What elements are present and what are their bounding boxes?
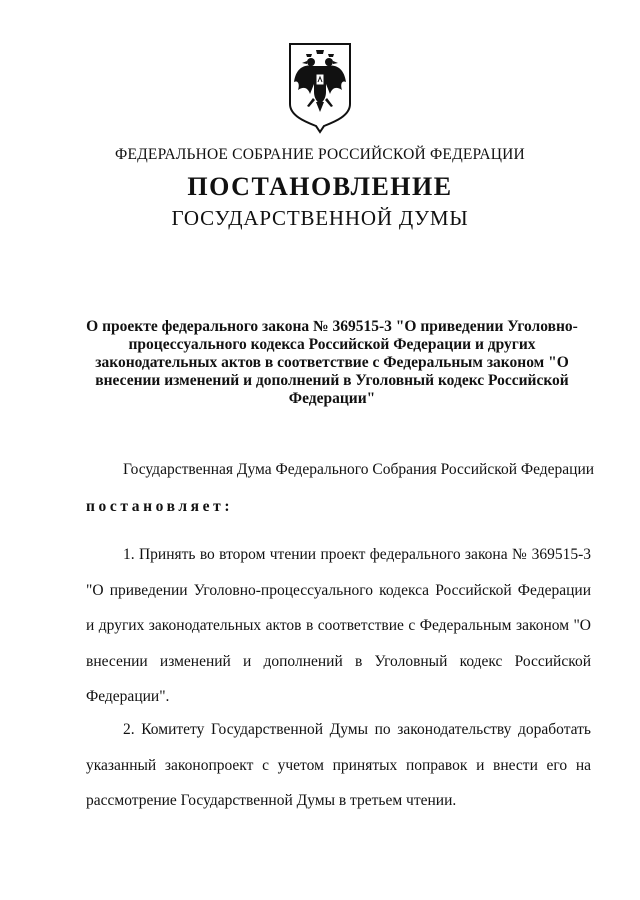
decree-word: постановляет: bbox=[86, 498, 234, 515]
coat-of-arms-icon bbox=[284, 38, 356, 134]
issuer-title: ГОСУДАРСТВЕННОЙ ДУМЫ bbox=[171, 206, 469, 230]
resolution-item-1: 1. Принять во втором чтении проект федерального закона № 369515-3 "О приведении Уголовно-процессуального кодекса Российской Федерации и других законодательных актов в соответствие с Федеральным законом "О внесении изменений и дополнений в Уголовный кодекс Российской Федерации". bbox=[86, 546, 591, 705]
document-type-title: ПОСТАНОВЛЕНИЕ bbox=[187, 172, 453, 201]
resolution-item-2: 2. Комитету Государственной Думы по законодательству доработать указанный законопроект с учетом принятых поправок и внести его на рассмотрение Государственной Думы в третьем чтении. bbox=[86, 721, 591, 809]
document-subject: О проекте федерального закона № 369515-3 "О приведении Уголовно-процессуального кодекса Российской Федерации и других законодательных актов в соответствие с Федеральным законом "О внесении изменений и дополнений в Уголовный кодекс Российской Федерации" bbox=[86, 318, 578, 407]
preamble-text: Государственная Дума Федерального Собрания Российской Федерации bbox=[123, 461, 595, 478]
organization-name: ФЕДЕРАЛЬНОЕ СОБРАНИЕ РОССИЙСКОЙ ФЕДЕРАЦИИ bbox=[115, 146, 525, 163]
